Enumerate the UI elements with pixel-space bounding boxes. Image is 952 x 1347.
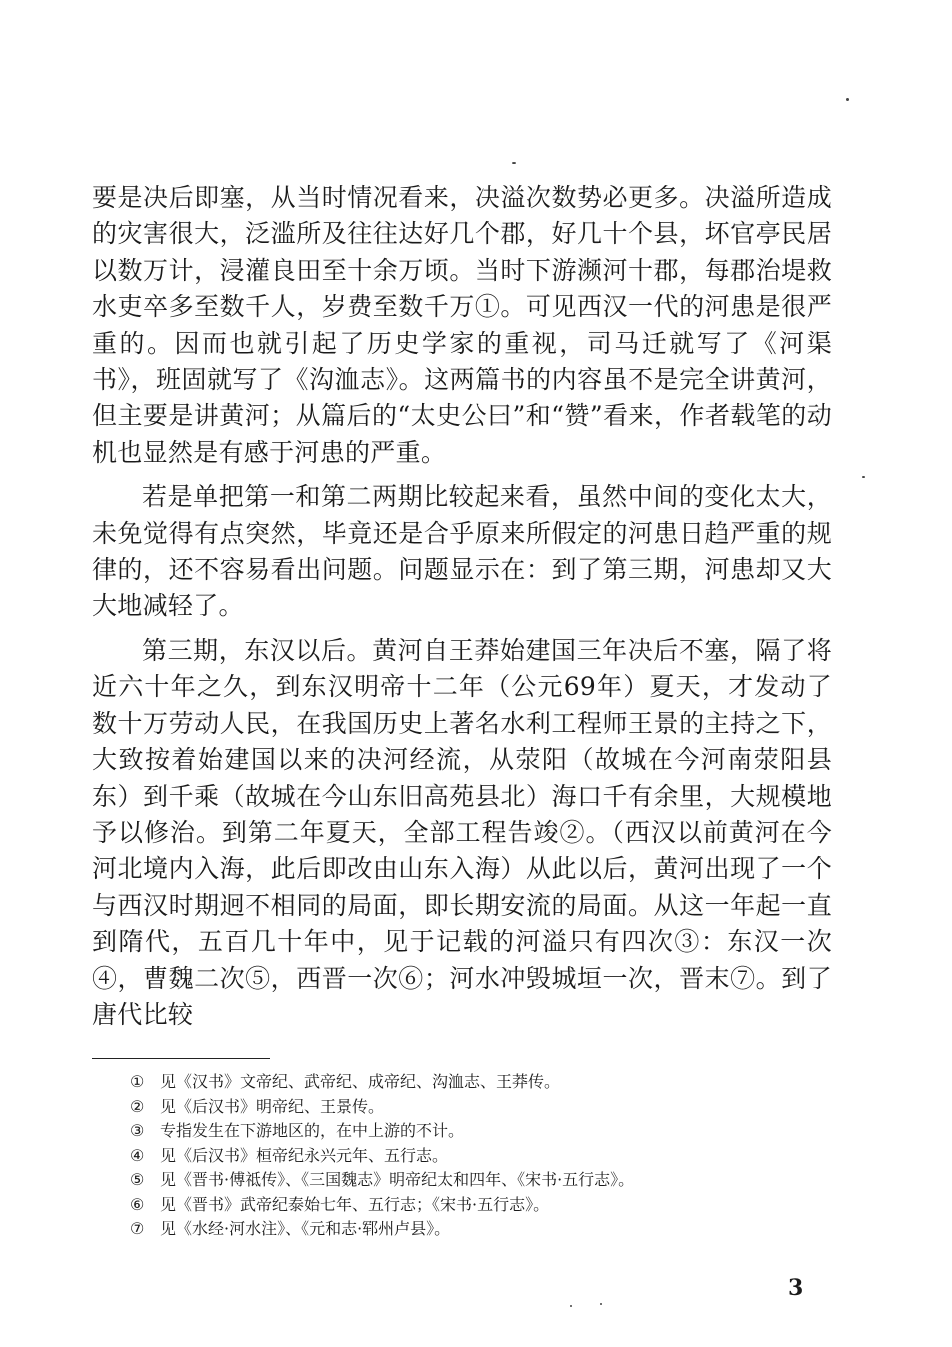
footnote-2	[130, 1095, 830, 1120]
footnote-marker: ⑥	[130, 1194, 145, 1214]
paragraph-2: 若是单把第一和第二两期比较起来看，虽然中间的变化太大，未免觉得有点突然，毕竟还是合乎原来所假定的河患日趋严重的规律的，还不容易看出问题。问题显示在：到了第三期，河患却又大大地减轻了。	[92, 482, 832, 621]
paragraph-1: 要是决后即塞，从当时情况看来，决溢次数势必更多。决溢所造成的灾害很大，泛滥所及往往达好几个郡，好几十个县，坏官亭民居以数万计，浸灌良田至十余万顷。当时下游濒河十郡，每郡治堤救水吏卒多至数千人，岁费至数千万①。可见西汉一代的河患是很严重的。因而也就引起了历史学家的重视，司马迁就写了《河渠书》，班固就写了《沟洫志》。这两篇书的内容虽不是完全讲黄河，但主要是讲黄河；从篇后的“太史公曰”和“赞”看来，作者载笔的动机也显然是有感于河患的严重。	[92, 183, 832, 467]
page-number: 3	[788, 1275, 804, 1301]
scan-speck	[600, 1303, 602, 1305]
scan-speck	[570, 1305, 572, 1307]
footnote-marker: ②	[130, 1096, 145, 1116]
footnote-1	[130, 1070, 830, 1095]
footnote-marker: ⑤	[130, 1170, 145, 1189]
footnote-text: 见《后汉书》明帝纪、王景传。	[160, 1096, 385, 1116]
footnote-marker: ③	[130, 1121, 145, 1140]
scan-speck	[862, 476, 865, 478]
footnote-text: 见《晋书·傅祗传》、《三国魏志》明帝纪太和四年、《宋书·五行志》。	[160, 1170, 635, 1189]
footnote-text: 见《后汉书》桓帝纪永兴元年、五行志。	[160, 1145, 449, 1165]
footnote-6	[130, 1193, 830, 1218]
main-text	[92, 180, 832, 1041]
footnotes-list	[130, 1070, 830, 1242]
footnote-marker: ①	[130, 1072, 145, 1091]
footnote-text: 见《汉书》文帝纪、武帝纪、成帝纪、沟洫志、王莽传。	[160, 1072, 561, 1091]
footnote-5	[130, 1168, 830, 1193]
scan-speck	[846, 98, 849, 101]
footnote-text: 专指发生在下游地区的，在中上游的不计。	[160, 1121, 465, 1140]
footnote-3	[130, 1119, 830, 1144]
footnote-text: 见《晋书》武帝纪泰始七年、五行志；《宋书·五行志》。	[160, 1194, 550, 1214]
footnote-text: 见《水经·河水注》、《元和志·郓州卢县》。	[160, 1219, 451, 1238]
footnote-7	[130, 1217, 830, 1242]
footnote-4	[130, 1144, 830, 1169]
footnote-marker: ⑦	[130, 1219, 145, 1238]
footnote-marker: ④	[130, 1145, 145, 1165]
paragraph-3: 第三期，东汉以后。黄河自王莽始建国三年决后不塞，隔了将近六十年之久，到东汉明帝十二年（公元69年）夏天，才发动了数十万劳动人民，在我国历史上著名水利工程师王景的主持之下，大致按着始建国以来的决河经流，从荥阳（故城在今河南荥阳县东）到千乘（故城在今山东旧高苑县北）海口千有余里，大规模地予以修治。到第二年夏天，全部工程告竣②。（西汉以前黄河在今河北境内入海，此后即改由山东入海）从此以后，黄河出现了一个与西汉时期迥不相同的局面，即长期安流的局面。从这一年起一直到隋代，五百几十年中，见于记载的河溢只有四次③：东汉一次④，曹魏二次⑤，西晋一次⑥；河水冲毁城垣一次，晋末⑦。到了唐代比较	[92, 635, 832, 1029]
scan-speck	[512, 162, 516, 164]
footnote-divider	[92, 1058, 270, 1059]
